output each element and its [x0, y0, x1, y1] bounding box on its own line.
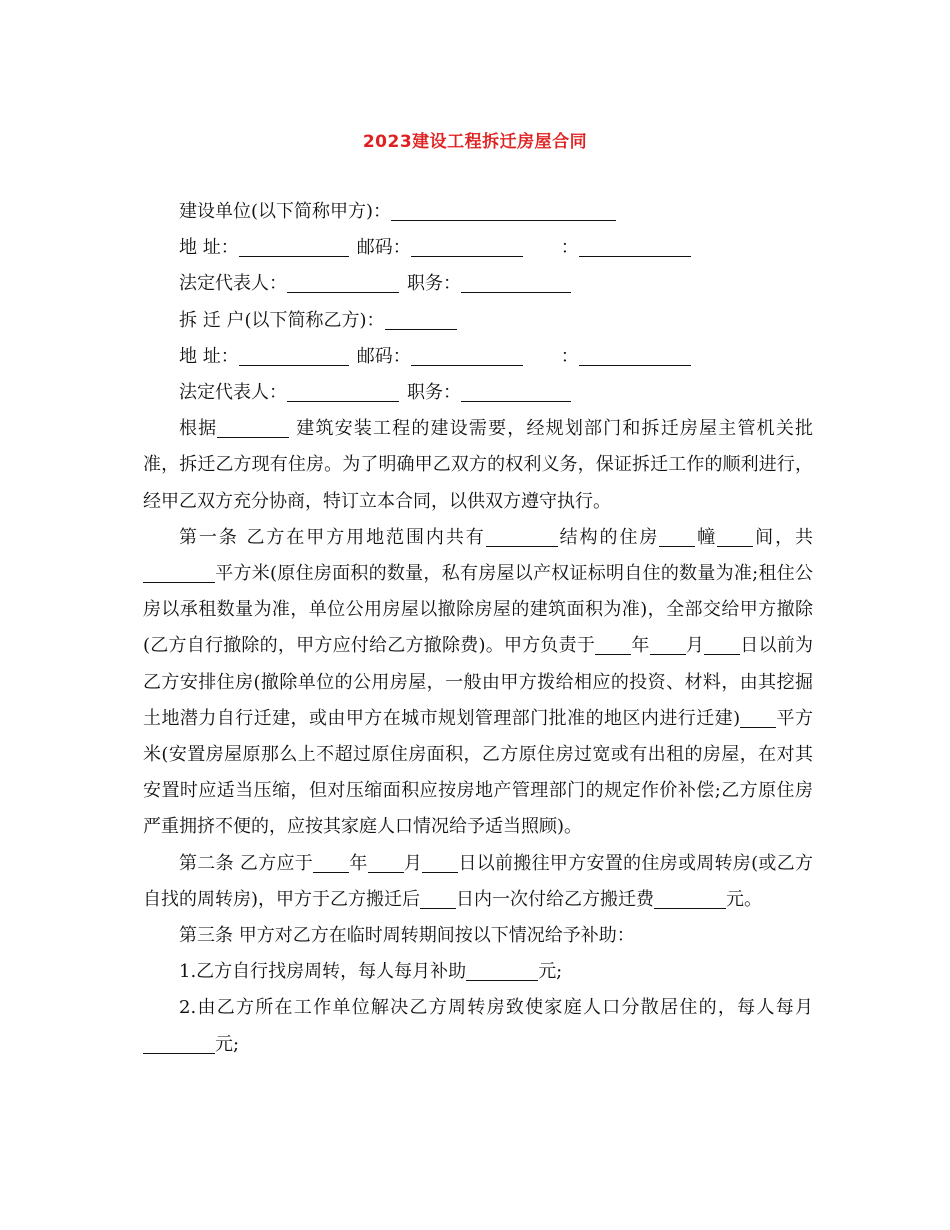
address-label: 地 址：: [179, 345, 239, 367]
article-2-text-4: 日以前搬往甲方安置的住房或周转房(或乙方自找的周转房)，甲方于乙方搬迁后: [143, 852, 813, 910]
party-a-label: 建设单位(以下简称甲方)：: [179, 201, 392, 222]
phone-blank[interactable]: [579, 234, 691, 257]
room-count-blank[interactable]: [717, 524, 753, 547]
article-2-paragraph: [143, 846, 813, 918]
colon-label: ：: [560, 345, 579, 367]
article-2-text-3: 月: [403, 852, 423, 874]
position-blank[interactable]: [461, 379, 571, 402]
project-name-blank[interactable]: [217, 415, 289, 438]
legal-rep-blank[interactable]: [287, 270, 399, 293]
colon-label: ：: [560, 237, 579, 259]
article-1-text-1: 第一条 乙方在甲方用地范围内共有: [179, 526, 486, 548]
phone-blank[interactable]: [579, 343, 691, 366]
postcode-label: 邮码：: [356, 237, 411, 259]
party-a-line: [143, 194, 813, 230]
article-1-text-3: 幢: [695, 526, 718, 548]
party-b-line: [143, 303, 813, 339]
article-1-text-6: 年: [631, 635, 650, 657]
article-1-text-4: 间，共: [753, 526, 814, 548]
preamble-paragraph: [143, 411, 813, 520]
legal-rep-label: 法定代表人：: [179, 273, 287, 295]
move-day-blank[interactable]: [422, 850, 458, 873]
moving-fee-blank[interactable]: [654, 886, 726, 909]
move-month-blank[interactable]: [368, 850, 404, 873]
item-1-text: 1.乙方自行找房周转，每人每月补助: [179, 961, 467, 983]
preamble-text-1: 根据: [179, 418, 218, 440]
address-blank[interactable]: [239, 234, 349, 257]
postcode-label: 邮码：: [356, 345, 411, 367]
payment-days-blank[interactable]: [420, 886, 456, 909]
resettle-area-blank[interactable]: [740, 705, 776, 728]
article-3-item-1: [143, 954, 813, 990]
position-label: 职务：: [407, 273, 461, 295]
party-b-address-line: [143, 339, 813, 375]
legal-rep-blank[interactable]: [287, 379, 399, 402]
position-label: 职务：: [407, 381, 461, 403]
document-title: 2023建设工程拆迁房屋合同: [362, 132, 588, 152]
item-1-blank[interactable]: [466, 958, 538, 981]
party-a-blank[interactable]: [391, 198, 616, 221]
article-1-text-5: 平方米(原住房面积的数量，私有房屋以产权证标明自住的数量为准;租住公房以承租数量为准，单位公用房屋以撤除房屋的建筑面积为准)，全部交给甲方撤除(乙方自行撤除的，甲方应付给乙方撤除费)。甲方负责于: [143, 562, 813, 657]
article-1-text-9: 平方米(安置房屋原那么上不超过原住房面积，乙方原住房过宽或有出租的房屋，在对其安置时应适当压缩，但对压缩面积应按房地产管理部门的规定作价补偿;乙方原住房严重拥挤不便的，应按其家庭人口情况给予适当照顾)。: [143, 707, 813, 838]
address-blank[interactable]: [239, 343, 349, 366]
area-blank[interactable]: [143, 560, 215, 583]
article-3-heading: 第三条 甲方对乙方在临时周转期间按以下情况给予补助：: [179, 924, 635, 946]
item-2-blank[interactable]: [143, 1031, 215, 1054]
party-b-label: 拆 迁 户(以下简称乙方)：: [179, 309, 385, 331]
article-1-text-2: 结构的住房: [557, 526, 660, 548]
article-1-text-7: 月: [685, 635, 705, 657]
item-2-unit: 元;: [215, 1033, 240, 1055]
article-2-text-1: 第二条 乙方应于: [179, 852, 314, 874]
postcode-blank[interactable]: [411, 234, 523, 257]
year-blank[interactable]: [595, 632, 631, 655]
postcode-blank[interactable]: [411, 343, 523, 366]
article-2-text-6: 元。: [726, 888, 763, 910]
day-blank[interactable]: [704, 632, 740, 655]
party-b-blank[interactable]: [385, 307, 457, 330]
contract-body: [143, 194, 813, 1063]
preamble-text-2: 建筑安装工程的建设需要，经规划部门和拆迁房屋主管机关批准，拆迁乙方现有住房。为了明确甲乙双方的权利义务，保证拆迁工作的顺利进行，经甲乙双方充分协商，特订立本合同，以供双方遵守执行。: [143, 418, 813, 512]
party-a-legal-rep-line: [143, 266, 813, 302]
month-blank[interactable]: [650, 632, 686, 655]
article-1-text-8: 日以前为乙方安排住房(撤除单位的公用房屋，一般由甲方拨给相应的投资、材料，由其挖掘土地潜力自行迁建，或由甲方在城市规划管理部门批准的地区内进行迁建): [143, 635, 813, 729]
item-1-unit: 元;: [538, 961, 563, 983]
article-2-text-5: 日内一次付给乙方搬迁费: [456, 888, 655, 910]
item-2-text: 2.由乙方所在工作单位解决乙方周转房致使家庭人口分散居住的，每人每月: [179, 997, 813, 1019]
party-b-legal-rep-line: [143, 375, 813, 411]
address-label: 地 址：: [179, 237, 239, 259]
article-1-paragraph: [143, 520, 813, 846]
structure-blank[interactable]: [486, 524, 558, 547]
article-2-text-2: 年: [349, 852, 368, 874]
party-a-address-line: [143, 230, 813, 266]
move-year-blank[interactable]: [313, 850, 349, 873]
building-count-blank[interactable]: [659, 524, 695, 547]
legal-rep-label: 法定代表人：: [179, 381, 287, 403]
position-blank[interactable]: [461, 270, 571, 293]
article-3-item-2: [143, 990, 813, 1062]
